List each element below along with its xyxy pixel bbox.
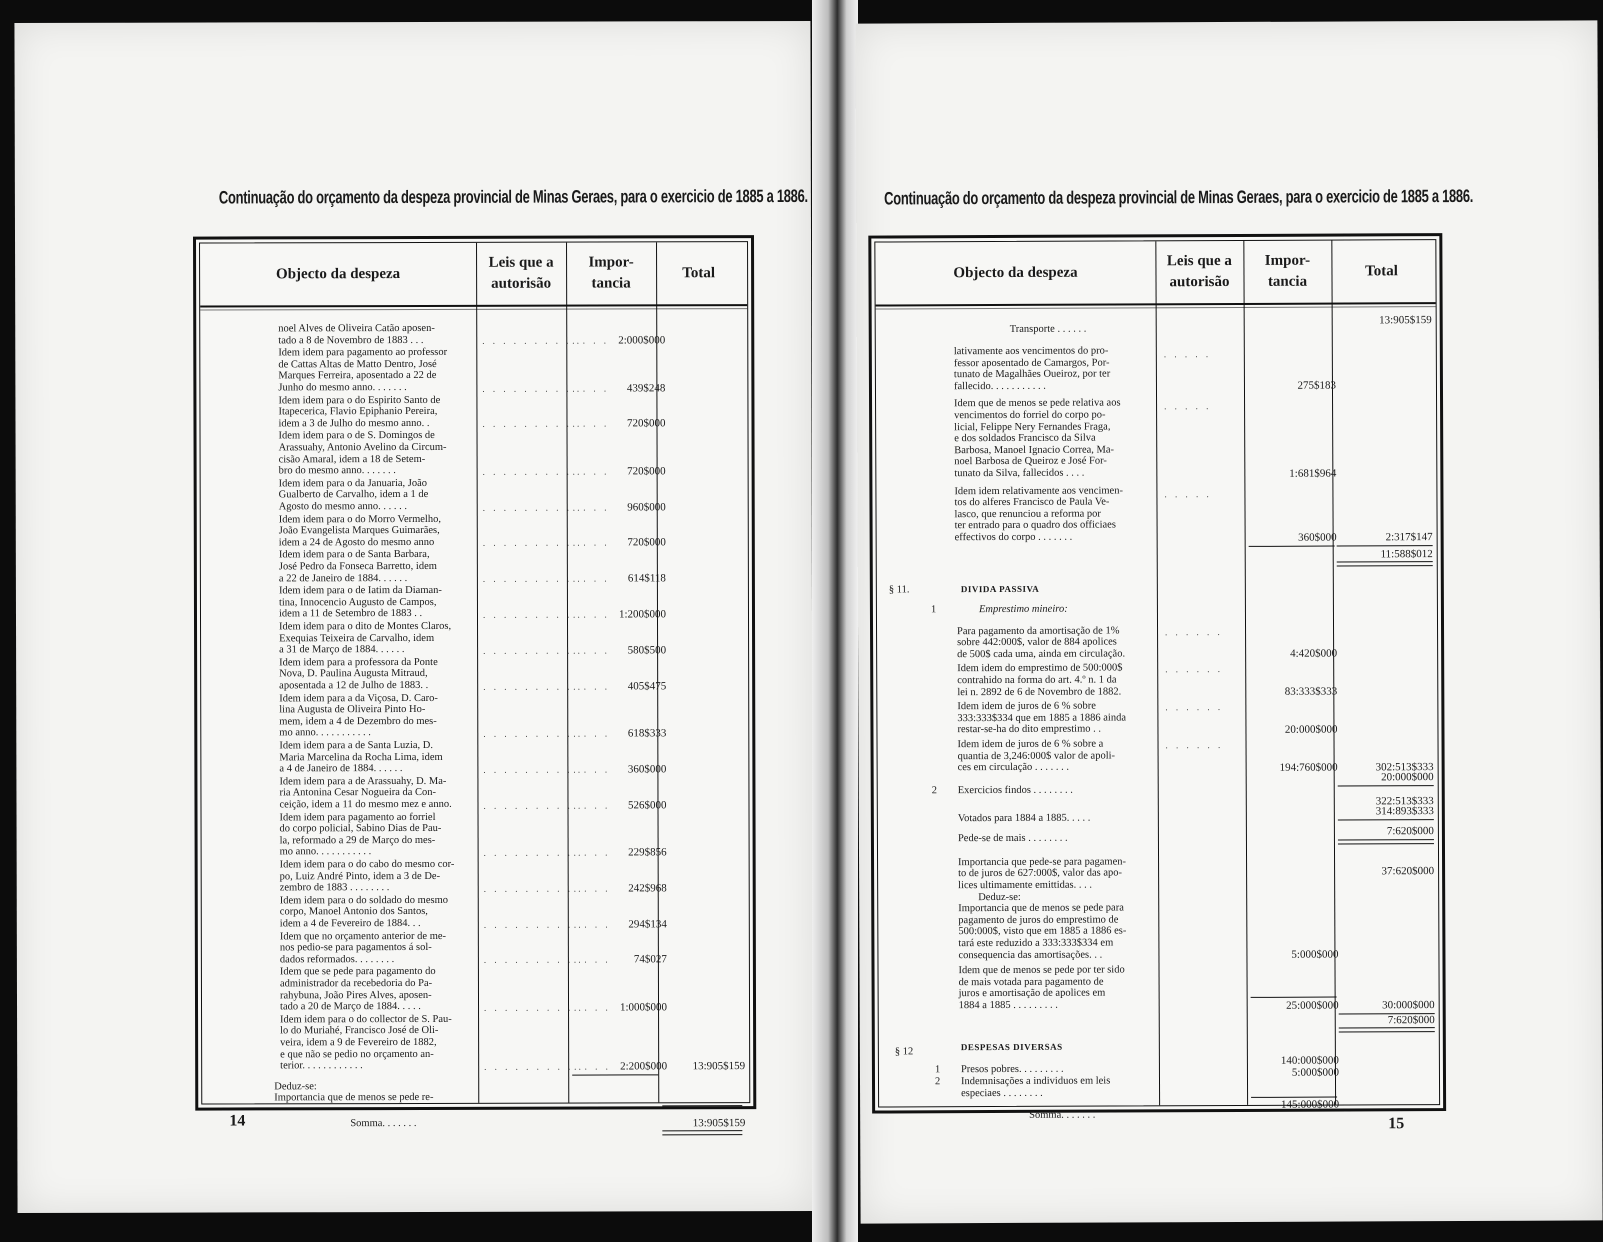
entry-description: Idem idem para pagamento ao forriel do corpo policial, Sabino Dias de Pau- la, reformado a 29 de Março do mes- mo anno. . . . . . . . . . . bbox=[279, 811, 442, 858]
header-leis: Leis que a autorisão bbox=[488, 254, 554, 292]
leader-dots: . . . . . . . . . . bbox=[484, 1061, 584, 1072]
leader-dots: . . . . . . . . . . bbox=[483, 847, 584, 858]
leader-dots: . . . . . . . . . . bbox=[482, 335, 583, 347]
entry-description: Importancia que de menos se pede para pagamento de juros do emprestimo de 500:000$, visto que em 1885 a 1886 es- tará este reduzido a 333:333$334 em consequencia das amortisações. . . bbox=[958, 902, 1127, 961]
header-importancia: Impor- tancia bbox=[588, 254, 634, 292]
entry-importancia: 439$248 bbox=[626, 381, 666, 395]
leader-dots: . . . . bbox=[573, 764, 611, 775]
entry-importancia: 5:000$000 bbox=[1291, 1066, 1339, 1079]
entry-description: Idem idem para o do cabo do mesmo cor- po, Luiz André Pinto, idem a 3 de De- zembro de 1883 . . . . . . . . bbox=[279, 858, 455, 894]
somma-total: 13:905$159 bbox=[692, 1117, 746, 1130]
entry-description: Idem idem para pagamento ao professor de Cattas Altas de Matto Dentro, José Marques Ferreira, aposentado a 22 de Junho do mesmo anno. . . . . . . bbox=[278, 347, 448, 394]
entry-description: noel Alves de Oliveira Catão aposen- tado a 8 de Novembro de 1883 . . . bbox=[278, 322, 435, 346]
subtotal-double-rule bbox=[1337, 561, 1433, 566]
transporte-total: 13:905$159 bbox=[1379, 314, 1432, 327]
leader-dots: . . . . . . . . . . bbox=[483, 728, 584, 739]
votados-total: 314:893$333 bbox=[1375, 804, 1434, 818]
leader-dots: . . . . . . . . . . bbox=[482, 502, 583, 513]
entry-description: Idem que se pede para pagamento do administrador da recebedoria do Pa- rahybuna, João Pires Alves, aposen- tado a 20 de Março de 1884. . . . . bbox=[279, 966, 436, 1013]
item-number: 1 bbox=[930, 603, 937, 615]
leader-dots: . . . . . . . . . . bbox=[483, 800, 584, 811]
entry-total: 302:513$333 bbox=[1375, 760, 1434, 774]
entry-importancia: 242$968 bbox=[628, 882, 667, 895]
transporte-label: Transporte . . . . . . bbox=[1009, 323, 1087, 335]
entry-importancia: 275$183 bbox=[1297, 379, 1336, 393]
entry-total: 30:000$000 bbox=[1382, 998, 1435, 1011]
entry-description: Idem idem para o do Morro Vermelho, João Evangelista Marques Guimarães, idem a 24 de Agosto do mesmo anno bbox=[278, 513, 441, 549]
leader-dots: . . . . bbox=[572, 383, 610, 394]
leader-dots: . . . . bbox=[573, 681, 610, 692]
section-number: § 12 bbox=[894, 1045, 914, 1058]
entry-importancia: 526$000 bbox=[627, 798, 667, 812]
leader-dots: . . . . bbox=[573, 728, 611, 739]
entry-importancia: 20:000$000 bbox=[1284, 723, 1338, 736]
total-double-rule bbox=[662, 1130, 742, 1135]
entry-description: Idem que de menos se pede por ter sido de mais votada para pagamento de juros e amortisação de apolices em 1884 a 1885 . . . . . . . . . bbox=[958, 964, 1125, 1012]
entry-description: Idem idem de juros de 6 % sobre 333:333$334 que em 1885 a 1886 ainda restar-se-ha do dito emprestimo . . bbox=[957, 700, 1127, 736]
deduz-label: Deduz-se: bbox=[978, 891, 1021, 903]
entry-importancia: 618$333 bbox=[627, 727, 667, 740]
total-rule bbox=[662, 1106, 742, 1107]
entry-total: 2:317$147 bbox=[1385, 530, 1433, 543]
leader-dots: . . . . bbox=[573, 954, 611, 965]
leader-dots: . . . . bbox=[573, 847, 611, 858]
left-page bbox=[14, 21, 813, 1213]
item-number: 2 bbox=[931, 785, 938, 797]
entry-description: Idem idem para o do Espirito Santo de Itapecerica, Flavio Epiphanio Pereira, idem a 3 de Julho do mesmo anno. . bbox=[278, 394, 441, 430]
entry-description: Idem idem para o de Santa Barbara, José Pedro da Fonseca Barretto, idem a 22 de Janeiro de 1884. . . . . . bbox=[278, 549, 437, 584]
leader-dots: . . . . . . . . . . bbox=[482, 573, 583, 585]
leader-dots: . . . . . . . . . . bbox=[482, 537, 583, 549]
importancia-total: 37:620$000 bbox=[1381, 864, 1435, 878]
entry-description: Idem idem para o do soldado do mesmo corpo, Manoel Antonio dos Santos, idem a 4 de Fevereiro de 1884. . . bbox=[279, 894, 449, 930]
table-header bbox=[200, 242, 747, 307]
entry-description: Idem idem para a professora da Ponte Nova, D. Paulina Augusta Mitraud, aposentada a 12 de Julho de 1883. . bbox=[279, 656, 438, 692]
entry-importancia: 960$000 bbox=[627, 500, 666, 514]
entry-importancia: 720$000 bbox=[626, 417, 666, 430]
leader-dots: . . . . bbox=[574, 1002, 611, 1013]
item-title: Emprestimo mineiro: bbox=[978, 603, 1068, 615]
budget-table bbox=[193, 235, 756, 1130]
leader-dots: . . . . bbox=[572, 466, 610, 477]
subtotal-rule bbox=[1338, 819, 1434, 820]
subtotal-rule bbox=[1337, 545, 1433, 546]
leader-dots: . . . . . bbox=[1164, 488, 1212, 499]
leader-dots: . . . . . . bbox=[1165, 664, 1223, 675]
entry-importancia: 580$500 bbox=[627, 644, 667, 657]
deduz-label: Deduz-se: bbox=[274, 1081, 317, 1093]
entry-importancia: 1:000$000 bbox=[619, 1001, 668, 1014]
somma-importancia: 145:000$000 bbox=[1281, 1098, 1340, 1112]
entry-importancia: 1:681$964 bbox=[1289, 467, 1337, 480]
entry-importancia: 4:420$000 bbox=[1290, 647, 1338, 661]
leader-dots: . . . . bbox=[573, 919, 611, 930]
entry-importancia: 74$027 bbox=[633, 953, 667, 966]
entry-description: Idem que de menos se pede relativa aos vencimentos do forriel do corpo po- licial, Felippe Nery Fernandes Fraga, e dos soldados Francisco da Silva Barbosa, Manoel Ignacio Correa, Ma- noel Barbosa de Queiroz e José For- tunato da Silva, fallecidos . . . . bbox=[954, 397, 1121, 480]
book-gutter bbox=[812, 0, 858, 1242]
subtotal-rule bbox=[1251, 996, 1337, 997]
table-body bbox=[200, 308, 749, 1130]
running-title: Continuação do orçamento da despeza provincial de Minas Geraes, para o exercicio de 1885 a 1886. bbox=[218, 185, 808, 208]
somma-label: Somma. . . . . . . bbox=[350, 1117, 417, 1130]
leader-dots: . . . . . . . . . . bbox=[483, 764, 584, 775]
budget-table bbox=[868, 233, 1446, 1122]
subtotal-rule bbox=[572, 1074, 658, 1075]
entry-importancia: 229$856 bbox=[628, 846, 667, 859]
leader-dots: . . . . bbox=[572, 573, 610, 584]
leader-dots: . . . . . bbox=[1163, 349, 1212, 360]
leader-dots: . . . . bbox=[572, 537, 610, 548]
entry-description: Idem idem para o do collector de S. Pau- lo do Muriahé, Francisco José de Oli- veira, idem a 9 de Fevereiro de 1882, e que não se pedio no orçamento an- terior. . . . . . . . . . . . bbox=[280, 1013, 452, 1072]
leader-dots: . . . . . . . . . . bbox=[482, 418, 583, 430]
leader-dots: . . . . . . . . . . bbox=[482, 383, 583, 394]
entry-description: Idem idem para o da Januaria, João Gualberto de Carvalho, idem a 1 de Agosto do mesmo anno. . . . . . bbox=[278, 477, 429, 513]
leader-dots: . . . . bbox=[572, 609, 610, 620]
leader-dots: . . . . . . . . . . bbox=[482, 466, 583, 477]
leader-dots: . . . . . . . . . . bbox=[483, 645, 583, 656]
leader-dots: . . . . . . . . . . bbox=[483, 883, 584, 894]
entry-description: Idem idem para a da Viçosa, D. Caro- lina Augusta de Oliveira Pinto Ho- mem, idem a 4 de Dezembro do mes- mo anno. . . . . . . . . . . bbox=[279, 692, 438, 739]
sum-total: 322:513$333 bbox=[1375, 794, 1434, 808]
section-title: DIVIDA PASSIVA bbox=[960, 583, 1040, 594]
entry-importancia: 360$000 bbox=[627, 763, 667, 776]
leader-dots: . . . . bbox=[573, 800, 611, 811]
entry-importancia: 405$475 bbox=[627, 679, 667, 693]
entry-description: Presos pobres. . . . . . . . . bbox=[960, 1063, 1064, 1075]
leader-dots: . . . . . . . . . . bbox=[482, 609, 583, 620]
entry-description: Idem que no orçamento anterior de me- nos pedio-se para pagamentos á sol- dados reformados. . . . . . . . bbox=[279, 930, 447, 966]
exercicios-label: Exercicios findos . . . . . . . . bbox=[957, 784, 1073, 796]
entry-importancia: 720$000 bbox=[627, 536, 666, 549]
entry-importancia: 25:000$000 bbox=[1286, 999, 1339, 1012]
header-leis: Leis que a autorisão bbox=[1166, 252, 1232, 291]
leader-dots: . . . . bbox=[573, 883, 611, 894]
leader-dots: . . . . . . . . . . bbox=[484, 1002, 584, 1013]
leader-dots: . . . . . . . . . . bbox=[483, 681, 583, 692]
right-page bbox=[855, 20, 1602, 1223]
subtotal: 11:588$012 bbox=[1380, 547, 1433, 560]
subtotal-rule bbox=[1338, 785, 1434, 786]
scan-border-top bbox=[0, 0, 1600, 18]
entry-description: Idem idem do emprestimo de 500:000$ contrahido na forma do art. 4.º n. 1 da lei n. 2892 de 6 de Novembro de 1882. bbox=[957, 662, 1123, 698]
leader-dots: . . . . bbox=[572, 502, 610, 513]
entry-total: 13:905$159 bbox=[692, 1059, 746, 1073]
entry-description: Idem idem de juros de 6 % sobre a quantia de 3,246:000$ valor de apoli- ces em circulação . . . . . . . bbox=[957, 738, 1116, 774]
item-number: 1 bbox=[934, 1063, 941, 1075]
votados-label: Votados para 1884 a 1885. . . . . bbox=[957, 812, 1091, 824]
somma-label: Somma. . . . . . . bbox=[1029, 1109, 1096, 1122]
entry-importancia: 83:333$333 bbox=[1284, 685, 1338, 698]
subtotal-double-rule bbox=[1338, 839, 1434, 844]
entry-importancia: 294$134 bbox=[628, 917, 667, 931]
leader-dots: . . . . . bbox=[1164, 401, 1212, 412]
running-title: Continuação do orçamento da despeza provincial de Minas Geraes, para o exercicio de 1885 a 1886. bbox=[884, 185, 1474, 209]
pede-total: 7:620$000 bbox=[1386, 824, 1434, 838]
subtotal-rule bbox=[1249, 545, 1335, 546]
leader-dots: . . . . . . bbox=[1165, 702, 1224, 713]
entry-description: Idem idem para o de Iatim da Diaman- tina, Innocencio Augusto de Campos, idem a 11 de Setembro de 1883 . . bbox=[278, 585, 442, 620]
net-total: 7:620$000 bbox=[1387, 1013, 1435, 1026]
leader-dots: . . . . bbox=[572, 418, 610, 429]
table-body bbox=[876, 306, 1439, 1122]
leader-dots: . . . . bbox=[572, 335, 610, 346]
entry-description: Idem idem para a de Santa Luzia, D. Maria Marcelina da Rocha Lima, idem a 4 de Janeiro de 1884. . . . . . bbox=[279, 739, 443, 775]
subtotal-double-rule bbox=[1339, 1027, 1435, 1032]
entry-importancia: 5:000$000 bbox=[1291, 948, 1339, 961]
entry-importancia: 720$000 bbox=[627, 465, 666, 478]
pede-label: Pede-se de mais . . . . . . . . bbox=[957, 832, 1068, 844]
page-number: 14 bbox=[229, 1112, 246, 1130]
header-total: Total bbox=[1365, 262, 1398, 279]
entry-description: Idem idem para o de S. Domingos de Arassuahy, Antonio Avelino da Circum- cisão Amaral, idem a 18 de Setem- bro do mesmo anno. . . . . . . bbox=[278, 430, 447, 477]
header-total: Total bbox=[682, 264, 716, 281]
leader-dots: . . . . . . bbox=[1165, 626, 1223, 637]
entry-importancia: 1:200$000 bbox=[618, 608, 667, 621]
entry-importancia: 360$000 bbox=[1298, 531, 1337, 544]
entry-description: Idem idem para a de Arassuahy, D. Ma- ria Antonina Cesar Nogueira da Con- ceição, idem a 11 do mesmo mez e anno. bbox=[279, 775, 452, 811]
entry-description: Idem idem relativamente aos vencimen- tos do alferes Francisco de Paula Ve- lasco, que renunciou a reforma por ter entrado para o quadro dos officiaes effectivos do corpo . . . . . . . bbox=[954, 485, 1123, 544]
entry-description: Indemnisações a individuos em leis especiaes . . . . . . . . bbox=[960, 1075, 1111, 1099]
leader-dots: . . . . bbox=[573, 645, 610, 656]
leader-dots: . . . . . . bbox=[1165, 740, 1224, 751]
importancia-description: Importancia que pede-se para pagamen- to de juros de 627:000$, valor das apo- lices ultimamente emittidas. . . . bbox=[958, 856, 1126, 892]
entry-importancia: 614$118 bbox=[627, 572, 666, 585]
entry-importancia: 2:000$000 bbox=[618, 334, 666, 347]
page-number: 15 bbox=[1388, 1115, 1405, 1133]
header-objecto: Objecto da despeza bbox=[953, 264, 1078, 281]
header-importancia: Impor- tancia bbox=[1264, 252, 1311, 290]
leader-dots: . . . . . . . . . . bbox=[483, 919, 584, 930]
entry-importancia: 2:200$000 bbox=[620, 1060, 668, 1073]
section-number: § 11. bbox=[888, 583, 910, 596]
entry-description: Idem idem para o dito de Montes Claros, Exequias Teixeira de Carvalho, idem a 31 de Março de 1884. . . . . . bbox=[279, 620, 452, 656]
item-number: 2 bbox=[934, 1076, 941, 1088]
entry-importancia: 140:000$000 bbox=[1280, 1054, 1339, 1067]
section-title: DESPESAS DIVERSAS bbox=[960, 1041, 1063, 1052]
deduz-text: Importancia que de menos se pede re- bbox=[274, 1092, 434, 1104]
exercicios-total: 20:000$000 bbox=[1381, 770, 1434, 784]
entry-description: Para pagamento da amortisação de 1% sobre 442:000$, valor de 884 apolices de 500$ cada uma, ainda em circulação. bbox=[957, 625, 1126, 660]
entry-description: lativamente aos vencimentos do pro- fessor aposentado de Camargos, Por- tunato de Magalhães Oueiroz, por ter fallecido. . . . . . . . . . . bbox=[953, 345, 1111, 392]
header-objecto: Objecto da despeza bbox=[276, 265, 401, 282]
leader-dots: . . . . . . . . . . bbox=[483, 954, 584, 966]
leader-dots: . . . . bbox=[574, 1061, 611, 1072]
entry-importancia: 194:760$000 bbox=[1279, 761, 1338, 774]
